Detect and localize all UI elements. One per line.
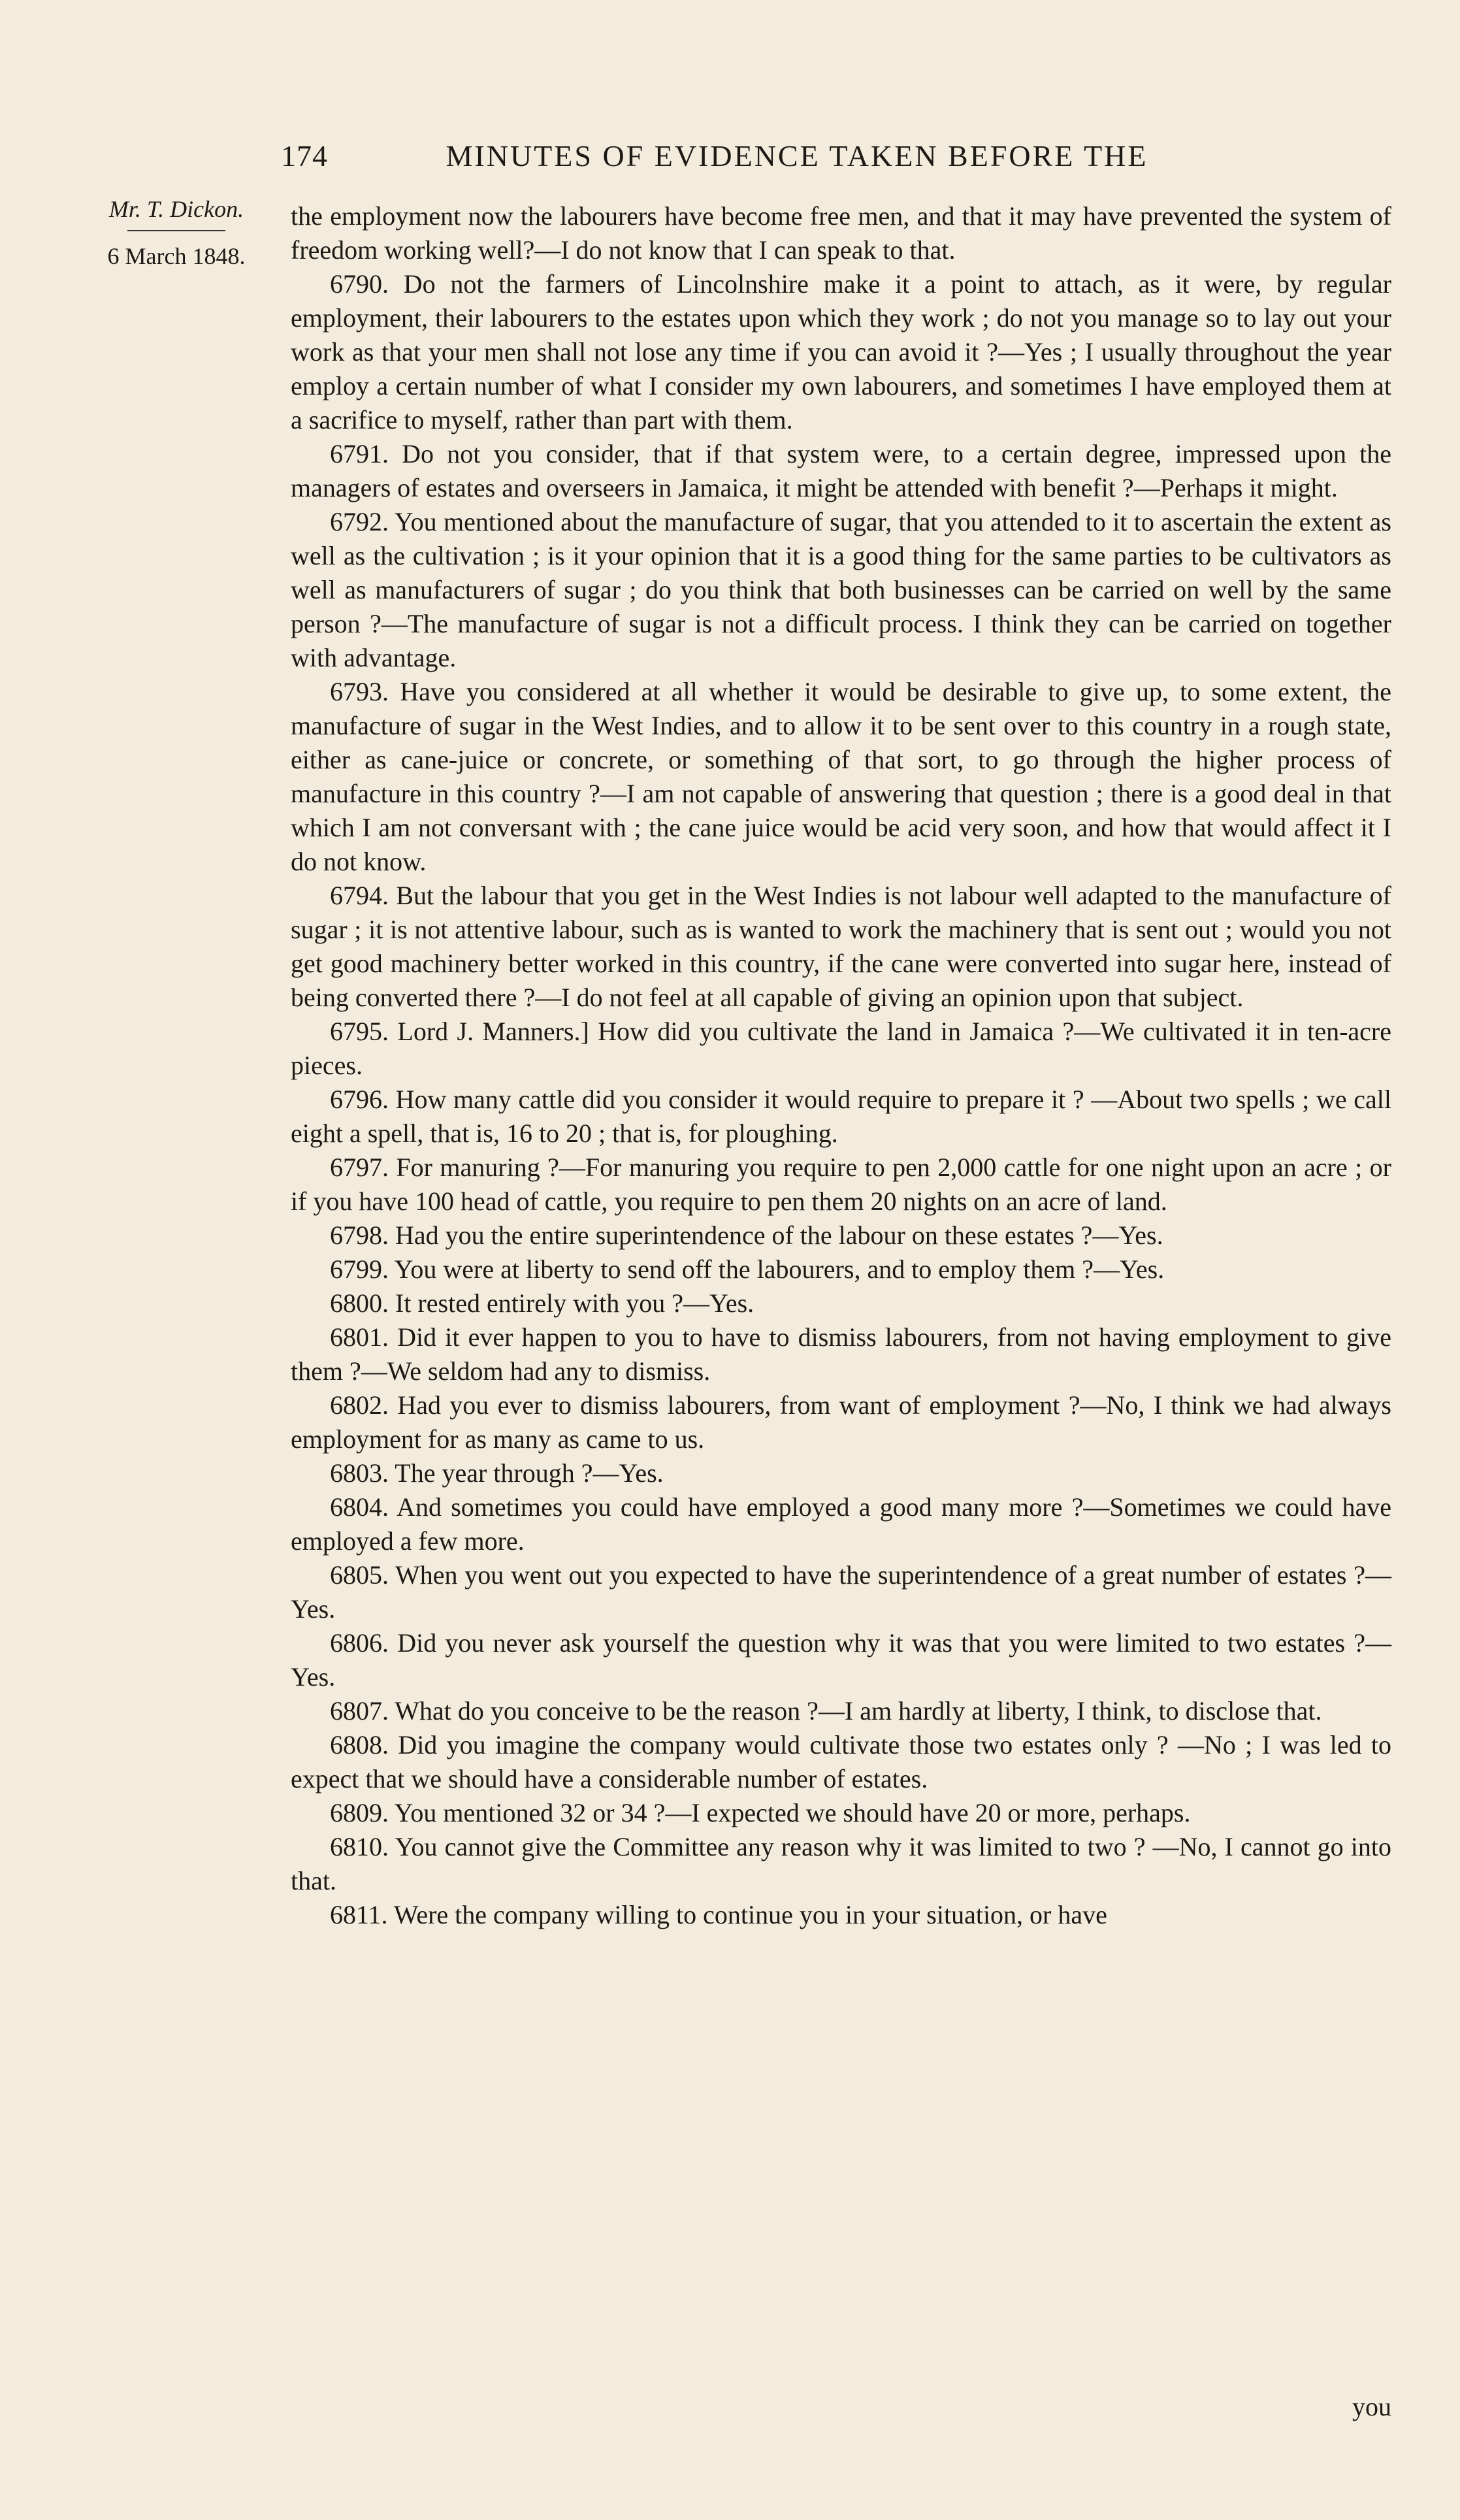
- page-number: 174: [281, 139, 328, 172]
- question-6795: 6795. Lord J. Manners.] How did you cultivate the land in Jamaica ?—We cultivated it in ten-acre pieces.: [291, 1017, 1391, 1080]
- witness-name: Mr. T. Dickon.: [108, 196, 244, 222]
- question-6803: 6803. The year through ?—Yes.: [330, 1458, 664, 1488]
- question-6808: 6808. Did you imagine the company would cultivate those two estates only ? —No ; I was led to expect that we should have a considerable number of estates.: [291, 1730, 1391, 1793]
- question-6804: 6804. And sometimes you could have employed a good many more ?—Sometimes we could have employed a few more.: [291, 1492, 1391, 1556]
- catchword: you: [1352, 2392, 1391, 2421]
- question-6790: 6790. Do not the farmers of Lincolnshire make it a point to attach, as it were, by regular employment, their labourers to the estates upon which they work ; do not you manage so to lay out your work as that your men shall not lose any time if you can avoid it ?—Yes ; I usually throughout the year employ a certain number of what I consider my own labourers, and sometimes I have employed them at a sacrifice to myself, rather than part with them.: [291, 269, 1391, 434]
- evidence-body: [291, 199, 1391, 1932]
- question-6792: 6792. You mentioned about the manufacture of sugar, that you attended to it to ascertain the extent as well as the cultivation ; is it your opinion that it is a good thing for the same parties to be cultivators as well as manufacturers of sugar ; do you think that both businesses can be carried on well by the same person ?—The manufacture of sugar is not a difficult process. I think they can be carried on together with advantage.: [291, 507, 1391, 672]
- margin-rule: [127, 230, 225, 231]
- question-6810: 6810. You cannot give the Committee any reason why it was limited to two ? —No, I cannot go into that.: [291, 1832, 1391, 1895]
- question-6809: 6809. You mentioned 32 or 34 ?—I expected we should have 20 or more, perhaps.: [330, 1798, 1191, 1827]
- page-header: [281, 139, 1391, 173]
- question-6791: 6791. Do not you consider, that if that system were, to a certain degree, impressed upon the managers of estates and overseers in Jamaica, it might be attended with benefit ?—Perhaps it might.: [291, 439, 1391, 502]
- question-6797: 6797. For manuring ?—For manuring you require to pen 2,000 cattle for one night upon an acre ; or if you have 100 head of cattle, you require to pen them 20 nights on an acre of land.: [291, 1153, 1391, 1216]
- question-6807: 6807. What do you conceive to be the reason ?—I am hardly at liberty, I think, to disclose that.: [330, 1696, 1322, 1726]
- hearing-date: 6 March 1848.: [107, 243, 246, 269]
- question-6800: 6800. It rested entirely with you ?—Yes.: [330, 1288, 754, 1318]
- paragraph-continuation: the employment now the labourers have become free men, and that it may have prevented the system of freedom working well?—I do not know that I can speak to that.: [291, 201, 1391, 265]
- question-6806: 6806. Did you never ask yourself the question why it was that you were limited to two estates ?—Yes.: [291, 1628, 1391, 1692]
- page-title: MINUTES OF EVIDENCE TAKEN BEFORE THE: [446, 139, 1148, 172]
- question-6798: 6798. Had you the entire superintendence of the labour on these estates ?—Yes.: [330, 1220, 1163, 1250]
- question-6802: 6802. Had you ever to dismiss labourers, from want of employment ?—No, I think we had always employment for as many as came to us.: [291, 1390, 1391, 1454]
- question-6799: 6799. You were at liberty to send off the labourers, and to employ them ?—Yes.: [330, 1254, 1165, 1284]
- question-6811: 6811. Were the company willing to continue you in your situation, or have: [330, 1900, 1107, 1929]
- question-6805: 6805. When you went out you expected to have the superintendence of a great number of estates ?—Yes.: [291, 1560, 1391, 1624]
- question-6793: 6793. Have you considered at all whether it would be desirable to give up, to some extent, the manufacture of sugar in the West Indies, and to allow it to be sent over to this country in a rough state, either as cane-juice or concrete, or something of that sort, to go through the higher process of manufacture in this country ?—I am not capable of answering that question ; there is a good deal in that which I am not conversant with ; the cane juice would be acid very soon, and how that would affect it I do not know.: [291, 677, 1391, 876]
- question-6796: 6796. How many cattle did you consider it would require to prepare it ? —About two spells ; we call eight a spell, that is, 16 to 20 ; that is, for ploughing.: [291, 1085, 1391, 1148]
- margin-note: [78, 189, 274, 276]
- question-6801: 6801. Did it ever happen to you to have to dismiss labourers, from not having employment to give them ?—We seldom had any to dismiss.: [291, 1322, 1391, 1386]
- question-6794: 6794. But the labour that you get in the West Indies is not labour well adapted to the manufacture of sugar ; it is not attentive labour, such as is wanted to work the machinery that is sent out ; would you not get good machinery better worked in this country, if the cane were converted into sugar here, instead of being converted there ?—I do not feel at all capable of giving an opinion upon that subject.: [291, 881, 1391, 1012]
